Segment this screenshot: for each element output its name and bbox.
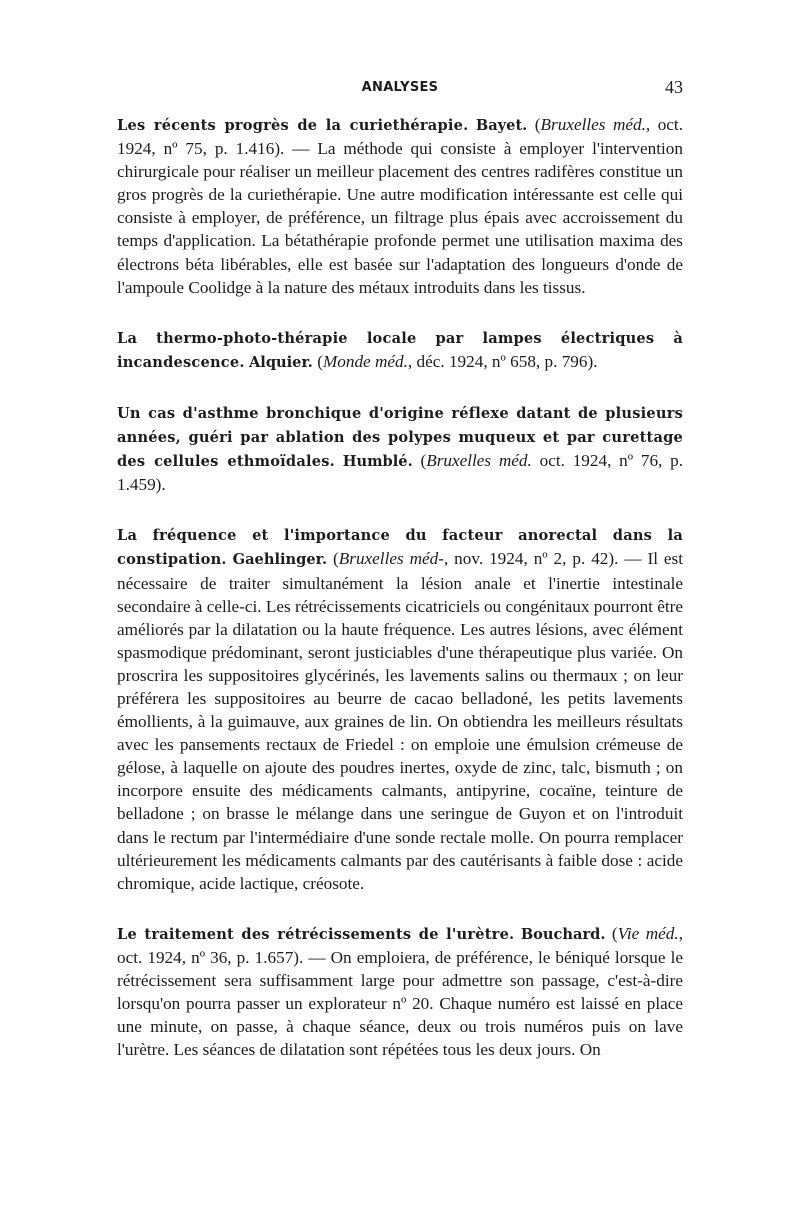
entry-author: Humblé.	[342, 453, 413, 471]
entry-body: — On emploiera, de préférence, le béniqué lorsque le rétrécissement sera suffisamment large pour admettre son passage, c'est-à-dire lorsqu'on pourra passer un explorateur nº 20. Chaque numéro est laissé en place une minute, on passe, à chaque séance, deux ou trois numéros puis on lave l'urètre. Les séances de dilatation sont répétées tous les deux jours. On	[117, 947, 683, 1060]
abstract-entry	[117, 113, 683, 299]
journal-name: Bruxelles méd.	[540, 115, 646, 134]
source-details: , oct. 1924, nº 36, p. 1.657).	[117, 923, 683, 967]
entry-title: Un cas d'asthme bronchique d'origine réflexe datant de plusieurs années, guéri par ablation des polypes muqueux et par curettage des cellules ethmoïdales.	[117, 404, 683, 471]
journal-name: Bruxelles méd-	[338, 549, 444, 569]
source-details: oct. 1924, nº 76, p. 1.459).	[117, 451, 684, 495]
entry-title: Les récents progrès de la curiethérapie.	[117, 117, 469, 134]
entry-title: La thermo-photo-thérapie locale par lampes électriques à incandescence.	[117, 329, 683, 371]
abstracts-column	[117, 113, 683, 1088]
entry-body: — La méthode qui consiste à employer l'intervention chirurgicale pour réaliser un meilleur placement des centres radifères constitue un gros progrès de la curiethérapie. Une autre modification intéressante est celle qui consiste à employer, de préférence, un filtrage plus épais avec accroissement du temps d'application. La bétathérapie profonde permet une utilisation maxima des électrons béta libérables, elle est basée sur l'adaptation des longueurs d'onde de l'ampoule Coolidge à la nature des métaux introduits dans les tissus.	[117, 139, 683, 297]
running-title: ANALYSES	[361, 80, 439, 95]
entry-author: Bouchard.	[520, 925, 606, 943]
abstract-entry	[117, 401, 683, 496]
source-open: (	[333, 549, 339, 569]
abstract-entry	[117, 922, 683, 1062]
running-head	[117, 77, 683, 100]
journal-name: Vie méd.	[617, 923, 679, 943]
source-details: , oct. 1924, nº 75, p. 1.416).	[117, 115, 683, 159]
source-open: (	[317, 351, 323, 371]
abstract-entry	[117, 326, 683, 374]
entry-title: Le traitement des rétrécissements de l'urètre.	[117, 925, 515, 943]
abstract-entry	[117, 523, 683, 895]
entry-author: Gaehlinger.	[232, 551, 328, 569]
entry-author: Alquier.	[248, 353, 313, 371]
entry-author: Bayet.	[475, 117, 528, 134]
source-open: (	[611, 923, 618, 943]
source-details: , nov. 1924, nº 2, p. 42).	[443, 549, 619, 569]
source-open: (	[420, 451, 427, 471]
source-details: , déc. 1924, nº 658, p. 796).	[407, 351, 598, 371]
page-number: 43	[665, 77, 683, 97]
source-open: (	[534, 115, 541, 134]
journal-name: Bruxelles méd.	[426, 451, 532, 471]
entry-body: — Il est nécessaire de traiter simultanément la lésion anale et l'inertie intestinale secondaire à celle-ci. Les rétrécissements cicatriciels ou congénitaux pourront être améliorés par la dilatation ou la haute fréquence. Les autres lésions, avec élément spasmodique prédominant, seront justiciables d'une thérapeutique plus variée. On proscrira les suppositoires glycérinés, les lavements salins ou thermaux ; on leur préférera les suppositoires au beurre de cacao belladoné, les petits lavements émollients, à la guimauve, aux graines de lin. On obtiendra les meilleurs résultats avec les pansements rectaux de Friedel : on emploie une émulsion crémeuse de gélose, à laquelle on ajoute des poudres inertes, oxyde de zinc, talc, bismuth ; on incorpore ensuite des médicaments calmants, antipyrine, cocaïne, teinture de belladone ; on brasse le mélange dans une seringue de Guyon et on l'introduit dans le rectum par l'intermédiaire d'une sonde rectale molle. On pourra remplacer ultérieurement les médicaments calmants par des cautérisants à faible dose : acide chromique, acide lactique, créosote.	[117, 549, 684, 893]
journal-name: Monde méd.	[322, 351, 408, 371]
entry-title: La fréquence et l'importance du facteur anorectal dans la constipation.	[117, 527, 683, 569]
